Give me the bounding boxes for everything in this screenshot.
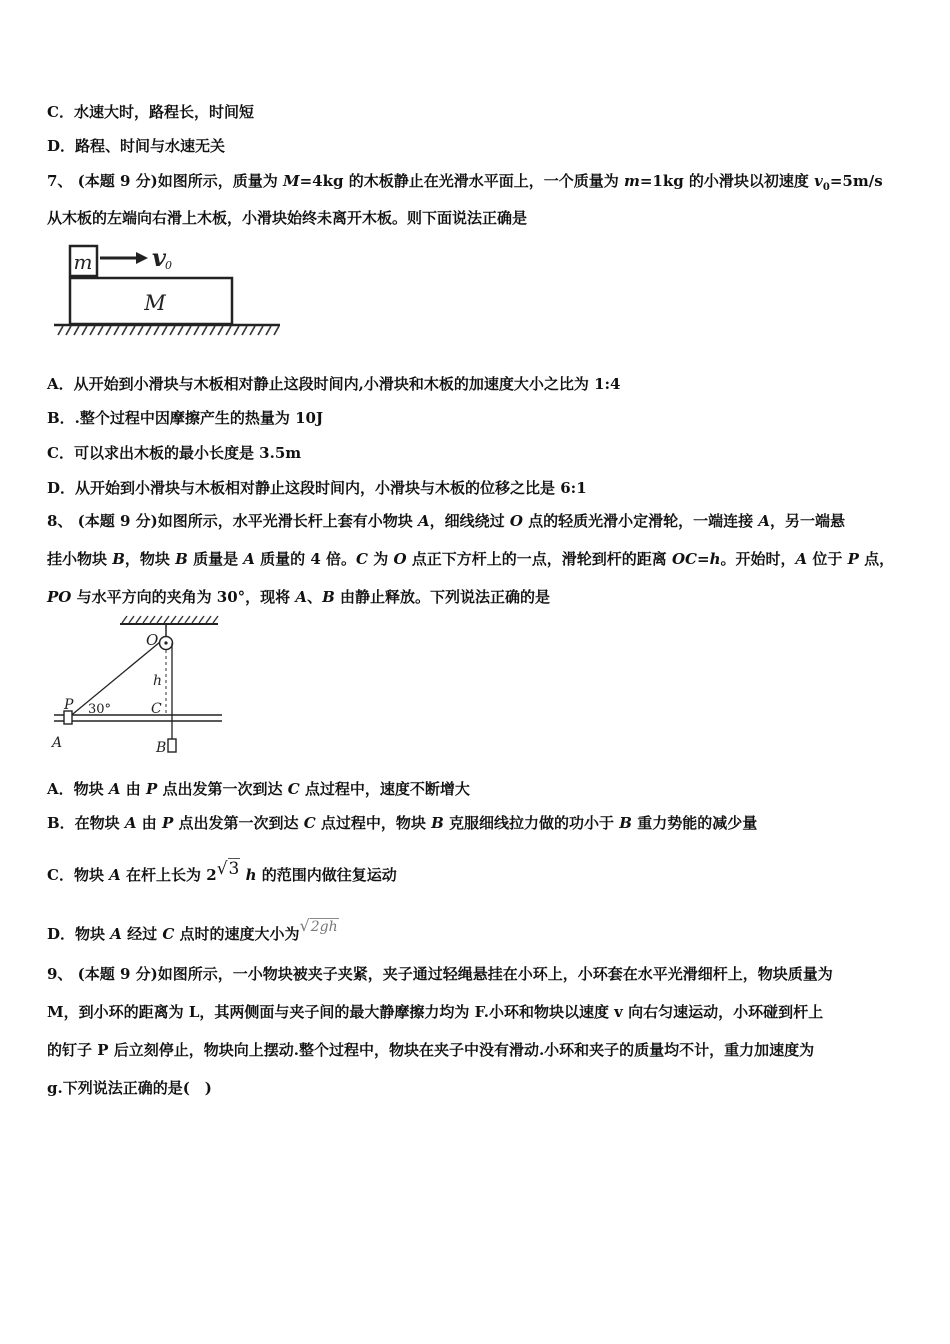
q7-stem-prefix: (本题 9 分)如图所示，质量为 xyxy=(77,172,283,190)
q8-text: 由 xyxy=(136,814,162,832)
q8-var-h: h xyxy=(245,866,257,884)
q8-eq: = xyxy=(697,550,710,568)
q8-string-PO xyxy=(68,642,163,718)
q7-fig-M-label: M xyxy=(144,291,166,315)
q8-text: 重力势能的减少量 xyxy=(631,814,758,832)
q8-var-B: B xyxy=(322,588,335,606)
q8-text: 由 xyxy=(120,780,146,798)
q8-text: 经过 xyxy=(121,925,163,943)
q8-var-A: A xyxy=(110,925,122,943)
q8-text: 点出发第一次到达 xyxy=(173,814,304,832)
q8-text: 质量的 4 倍。 xyxy=(254,550,357,568)
q8-var-B: B xyxy=(431,814,444,832)
q8-var-P: P xyxy=(847,550,859,568)
q8-text: A．物块 xyxy=(47,780,109,798)
q8-text: C．物块 xyxy=(47,866,110,884)
q8-var-O: O xyxy=(509,512,523,530)
q7-stem-part2: =4kg 的木板静止在光滑水平面上，一个质量为 xyxy=(299,172,624,190)
q7-figure xyxy=(52,240,284,340)
q8-var-B: B xyxy=(619,814,632,832)
q8-text: ，物块 xyxy=(124,550,176,568)
q8-option-d xyxy=(47,911,339,949)
q8-sqrt3: √3 xyxy=(216,859,240,879)
q7-option-a: A．从开始到小滑块与木板相对静止这段时间内,小滑块和木板的加速度大小之比为 1:4 xyxy=(47,375,621,393)
q8-fig-C: C xyxy=(151,701,162,717)
q8-text: 克服细线拉力做的功小于 xyxy=(443,814,620,832)
q8-var-A: A xyxy=(243,550,255,568)
q8-var-A: A xyxy=(108,780,121,798)
q8-text: 与水平方向的夹角为 30°，现将 xyxy=(71,588,296,606)
q7-number: 7、 xyxy=(47,172,73,190)
q8-text: 点过程中，速度不断增大 xyxy=(299,780,470,798)
q8-text: ，细线绕过 xyxy=(429,512,510,530)
q9-line1: 9、 (本题 9 分)如图所示，一小物块被夹子夹紧，夹子通过轻绳悬挂在小环上，小环套在水平光滑细杆上，物块质量为 xyxy=(47,965,833,983)
q7-fig-v-label: v xyxy=(152,243,166,272)
q8-stem-line2 xyxy=(47,549,894,569)
q7-stem-part4: =5m/s xyxy=(829,172,883,190)
q8-fig-angle: 30° xyxy=(88,702,112,717)
q8-var-A: A xyxy=(417,512,430,530)
q8-var-A: A xyxy=(109,866,121,884)
q8-var-A: A xyxy=(295,588,308,606)
q8-fig-P: P xyxy=(64,697,74,713)
q6-option-c: C．水速大时，路程长，时间短 xyxy=(47,103,254,121)
q8-fig-h: h xyxy=(153,673,163,689)
q8-option-b xyxy=(47,813,757,833)
q8-var-A: A xyxy=(124,814,137,832)
q7-stem-part3: =1kg 的小滑块以初速度 xyxy=(639,172,815,190)
q7-fig-m-label: m xyxy=(73,250,93,274)
q9-line4: g.下列说法正确的是( ) xyxy=(47,1079,212,1097)
q8-var-B: B xyxy=(112,550,125,568)
q8-fig-O: O xyxy=(146,631,159,649)
q8-sqrt2gh: √2gh xyxy=(299,916,338,935)
q8-text: ，另一端悬 xyxy=(770,512,846,530)
q7-v0-sub: 0 xyxy=(822,182,830,193)
q8-text: 点过程中，物块 xyxy=(315,814,432,832)
q8-var-A: A xyxy=(795,550,808,568)
q8-text: 点正下方杆上的一点，滑轮到杆的距离 xyxy=(406,550,672,568)
q8-text: B．在物块 xyxy=(47,814,125,832)
q8-figure xyxy=(50,615,230,765)
q8-option-a xyxy=(47,779,470,799)
q8-sqrt2gh-radicand: 2gh xyxy=(310,919,338,935)
q8-fig-B: B xyxy=(156,740,167,756)
q8-text: 位于 xyxy=(807,550,848,568)
q8-text: 为 xyxy=(368,550,394,568)
q8-var-P: P xyxy=(145,780,158,798)
q7-stem-line1 xyxy=(47,171,883,198)
q8-stem-line1 xyxy=(47,511,845,531)
q8-text: D．物块 xyxy=(47,925,111,943)
q8-stem-line3 xyxy=(47,587,550,607)
q7-arrow-head xyxy=(136,252,148,264)
q8-sqrt3-radicand: 3 xyxy=(228,859,240,879)
q7-option-b: B．.整个过程中因摩擦产生的热量为 10J xyxy=(47,409,324,427)
q8-var-P: P xyxy=(162,814,174,832)
q7-ground-hatch xyxy=(58,326,279,335)
q8-var-OC: OC xyxy=(671,550,697,568)
q8-text: 点时的速度大小为 xyxy=(174,925,300,943)
q8-text: 、 xyxy=(307,588,323,606)
q8-var-O: O xyxy=(393,550,407,568)
q8-var-C: C xyxy=(287,780,300,798)
q8-text: 。开始时， xyxy=(720,550,796,568)
q8-block-B xyxy=(168,739,176,752)
q8-text: 挂小物块 xyxy=(47,550,113,568)
q7-fig-v-sub: 0 xyxy=(165,259,172,272)
q7-mass-m: m xyxy=(623,172,640,190)
q8-text: 由静止释放。下列说法正确的是 xyxy=(334,588,550,606)
q8-text: 点出发第一次到达 xyxy=(157,780,288,798)
q8-text: 质量是 xyxy=(187,550,244,568)
q8-text: 8、 (本题 9 分)如图所示，水平光滑长杆上套有小物块 xyxy=(47,512,418,530)
q9-line2: M，到小环的距离为 L，其两侧面与夹子间的最大静摩擦力均为 F.小环和物块以速度 v 向右匀速运动，小环碰到杆上 xyxy=(47,1003,824,1021)
q7-option-c: C．可以求出木板的最小长度是 3.5m xyxy=(47,444,302,462)
q7-stem-line2: 从木板的左端向右滑上木板，小滑块始终未离开木板。则下面说法正确是 xyxy=(47,209,528,227)
q8-text: 点， xyxy=(858,550,895,568)
q8-var-B: B xyxy=(175,550,188,568)
q8-pulley-center xyxy=(164,641,167,644)
q8-fig-A: A xyxy=(52,735,63,751)
q9-line3: 的钉子 P 后立刻停止，物块向上摆动.整个过程中，物块在夹子中没有滑动.小环和夹子的质量均不计，重力加速度为 xyxy=(47,1041,815,1059)
q8-ceiling-hatch xyxy=(122,616,218,623)
q8-var-h: h xyxy=(709,550,721,568)
q7-option-d: D．从开始到小滑块与木板相对静止这段时间内，小滑块与木板的位移之比是 6:1 xyxy=(47,479,587,497)
q8-option-c xyxy=(47,855,397,889)
q7-mass-M: M xyxy=(282,172,300,190)
q8-text: 的范围内做往复运动 xyxy=(256,866,397,884)
q8-text: 在杆上长为 2 xyxy=(120,866,217,884)
q8-var-A: A xyxy=(758,512,771,530)
q8-var-C: C xyxy=(303,814,316,832)
q8-text: 点的轻质光滑小定滑轮，一端连接 xyxy=(522,512,759,530)
q8-var-PO: PO xyxy=(47,588,72,606)
q8-var-C: C xyxy=(162,925,175,943)
q8-var-C: C xyxy=(356,550,368,568)
q6-option-d: D．路程、时间与水速无关 xyxy=(47,137,226,155)
q7-v0: v xyxy=(814,172,823,190)
